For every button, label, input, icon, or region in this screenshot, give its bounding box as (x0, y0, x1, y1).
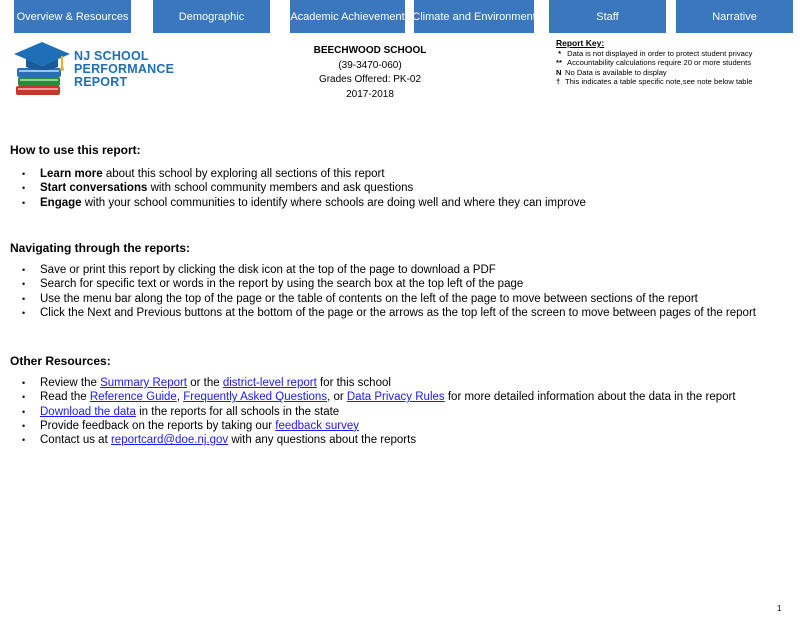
bullet-icon: • (22, 378, 26, 388)
item-text: , or (327, 391, 347, 404)
list-item (22, 390, 782, 404)
other-resources-list (22, 376, 782, 447)
navigating-heading: Navigating through the reports: (10, 241, 190, 255)
bullet-icon: • (22, 435, 26, 446)
download-data-link[interactable]: Download the data (40, 405, 136, 418)
list-item (22, 419, 782, 433)
bold-lead: Learn more (40, 168, 103, 180)
key-symbol: ** (556, 58, 562, 67)
tab-climate-environment[interactable]: Climate and Environment (414, 0, 534, 33)
list-item (22, 263, 782, 277)
item-text: about this school by exploring all sections of this report (102, 168, 385, 180)
key-symbol: N (556, 67, 562, 77)
tab-overview-resources[interactable]: Overview & Resources (14, 0, 131, 33)
list-item (22, 376, 782, 390)
bullet-icon: • (22, 265, 26, 275)
top-nav-bar (0, 0, 800, 34)
bullet-icon: • (22, 293, 26, 304)
grades-offered: Grades Offered: PK-02 (318, 74, 422, 85)
list-item (22, 292, 782, 306)
list-item (22, 196, 782, 210)
data-privacy-rules-link[interactable]: Data Privacy Rules (346, 391, 445, 404)
item-text: Search for specific text or words in the report by using the search box at the top left of the page (40, 278, 524, 291)
report-key (556, 39, 796, 87)
item-text: Use the menu bar along the top of the page or the table of contents on the left of the page to move between sections of the report (40, 292, 698, 305)
item-text: , (176, 391, 184, 404)
page-number: 1 (777, 604, 782, 613)
bullet-icon: • (22, 169, 26, 179)
report-key-title: Report Key: (556, 38, 605, 48)
contact-email-link[interactable]: reportcard@doe.nj.gov (110, 434, 229, 447)
tab-staff[interactable]: Staff (549, 0, 666, 33)
item-text: Click the Next and Previous buttons at the bottom of the page or the arrows as the top left of the screen to move between pages of the report (40, 306, 756, 319)
item-text: in the reports for all schools in the state (135, 405, 340, 418)
bullet-icon: • (22, 197, 26, 208)
report-key-row (556, 58, 796, 68)
how-to-use-list (22, 167, 782, 210)
logo-line-3: REPORT (74, 75, 128, 89)
bullet-icon: • (22, 420, 26, 431)
item-text: Save or print this report by clicking the disk icon at the top of the page to download a PDF (40, 264, 496, 276)
district-report-link[interactable]: district-level report (222, 377, 317, 389)
key-text: No Data is available to display (565, 67, 667, 77)
report-key-row (556, 49, 796, 59)
bold-lead: Start conversations (40, 182, 148, 195)
item-text: Read the (40, 391, 90, 404)
item-text: with any questions about the reports (228, 434, 417, 447)
key-text: Accountability calculations require 20 or more students (567, 58, 752, 67)
list-item (22, 181, 782, 195)
how-to-use-heading: How to use this report: (10, 143, 141, 157)
navigating-list (22, 263, 782, 320)
item-text: with school community members and ask questions (147, 182, 414, 195)
school-code: (39-3470-060) (338, 59, 402, 71)
item-text: for more detailed information about the data in the report (444, 391, 736, 404)
item-text: for this school (316, 377, 391, 389)
bullet-icon: • (22, 392, 26, 403)
key-text: Data is not displayed in order to protect student privacy (567, 48, 753, 58)
item-text: Review the (40, 377, 101, 389)
logo-wordmark (74, 50, 174, 89)
key-text: This indicates a table specific note,see note below table (565, 77, 753, 86)
item-text: with your school communities to identify where schools are doing well and where they can improve (81, 196, 586, 209)
feedback-survey-link[interactable]: feedback survey (275, 419, 360, 432)
logo-line-2: PERFORMANCE (74, 62, 175, 76)
tab-demographic[interactable]: Demographic (153, 0, 270, 33)
list-item (22, 306, 782, 320)
faq-link[interactable]: Frequently Asked Questions (183, 391, 328, 404)
logo-line-1: NJ SCHOOL (74, 49, 149, 63)
school-year: 2017-2018 (346, 88, 394, 100)
bullet-icon: • (22, 279, 26, 290)
item-text: or the (187, 377, 223, 389)
other-resources-heading: Other Resources: (10, 354, 111, 368)
bullet-icon: • (22, 183, 26, 194)
graduation-cap-books-icon (12, 40, 74, 100)
key-symbol: † (556, 77, 561, 86)
summary-report-link[interactable]: Summary Report (100, 377, 188, 389)
bullet-icon: • (22, 406, 26, 417)
key-symbol: * (558, 48, 562, 58)
report-key-row (556, 68, 796, 78)
list-item (22, 277, 782, 291)
tab-academic-achievement[interactable]: Academic Achievement (290, 0, 405, 33)
report-key-row (556, 77, 796, 87)
list-item (22, 433, 782, 447)
list-item (22, 405, 782, 419)
item-text: Contact us at (40, 434, 111, 447)
item-text: Provide feedback on the reports by taking our (40, 419, 276, 432)
tab-narrative[interactable]: Narrative (676, 0, 793, 33)
school-name: BEECHWOOD SCHOOL (313, 45, 427, 56)
list-item (22, 167, 782, 181)
bullet-icon: • (22, 307, 26, 318)
bold-lead: Engage (40, 196, 82, 209)
reference-guide-link[interactable]: Reference Guide (89, 391, 177, 404)
school-info (270, 44, 470, 102)
nj-school-performance-logo (12, 40, 184, 100)
